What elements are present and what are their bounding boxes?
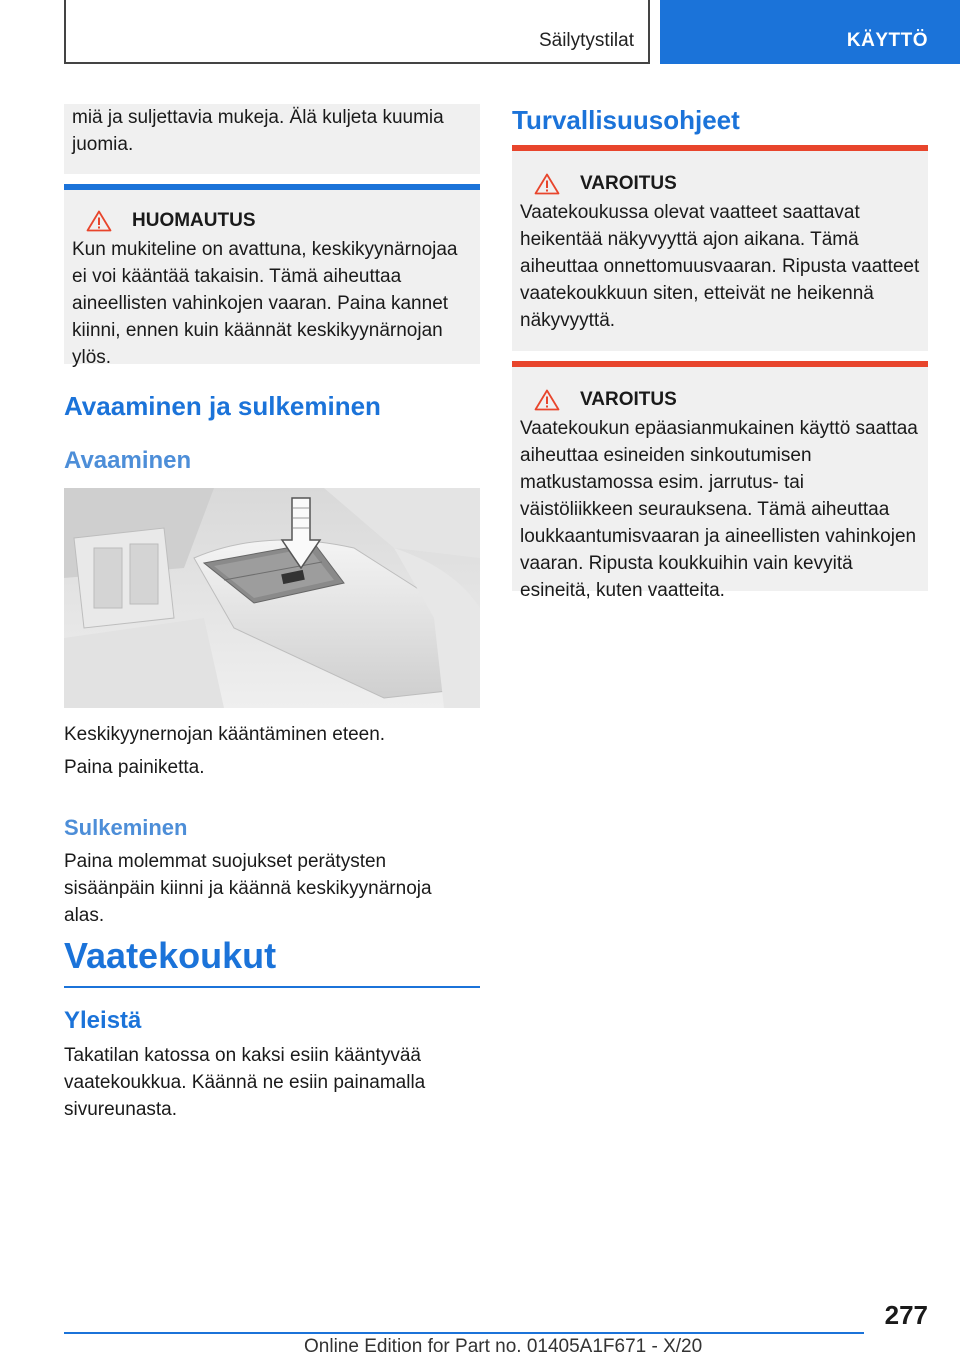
warning-title-2: VAROITUS xyxy=(580,389,677,410)
footer-edition: Online Edition for Part no. 01405A1F671 - X/20 xyxy=(304,1336,703,1357)
heading-general: Yleistä xyxy=(64,1007,142,1034)
heading-safety: Turvallisuusohjeet xyxy=(512,105,740,135)
warning-box-1 xyxy=(512,145,928,351)
header-chapter-tab xyxy=(660,0,960,64)
heading-open: Avaaminen xyxy=(64,447,192,474)
footer-divider xyxy=(64,1332,864,1334)
warning-title-row-1 xyxy=(520,173,920,195)
header-section-title: Säilytystilat xyxy=(538,30,634,51)
general-text: Takatilan katossa on kaksi esiin kääntyvää vaatekoukkua. Käännä ne esiin painamalla sivureunasta. xyxy=(64,1045,426,1120)
warning-triangle-icon xyxy=(534,389,560,411)
warning-box-2 xyxy=(512,361,928,601)
warning-title-row-2 xyxy=(520,389,920,411)
close-text: Paina molemmat suojukset perätysten sisäänpäin kiinni ja käännä keskikyynärnoja alas. xyxy=(64,851,432,926)
notice-title: HUOMAUTUS xyxy=(132,210,256,231)
notice-title-row xyxy=(72,210,472,232)
header-section-box xyxy=(64,0,650,64)
caption-open-1: Keskikyynernojan kääntäminen eteen. xyxy=(64,724,386,745)
notice-text: Kun mukiteline on avattuna, keskikyynärnojaa ei voi kääntää takaisin. Tämä aiheuttaa aineellisten vahinkojen vaaran. Paina kannet kiinni, ennen kuin käännät keskikyynärnojan ylös. xyxy=(72,239,458,368)
warning-triangle-icon xyxy=(86,210,112,232)
warning-title-1: VAROITUS xyxy=(580,173,677,194)
heading-open-close: Avaaminen ja sulkeminen xyxy=(64,391,381,421)
header-chapter-label: KÄYTTÖ xyxy=(846,30,928,51)
caption-open-2: Paina painiketta. xyxy=(64,757,205,778)
continued-text: miä ja suljettavia mukeja. Älä kuljeta kuumia juomia. xyxy=(72,107,444,155)
heading-clothes-hooks: Vaatekoukut xyxy=(64,934,480,988)
continued-text-box xyxy=(64,104,480,174)
armrest-illustration-icon xyxy=(64,488,480,708)
armrest-photo xyxy=(64,488,480,708)
warning-triangle-icon xyxy=(534,173,560,195)
page-number: 277 xyxy=(884,1300,928,1330)
warning-text-1: Vaatekoukussa olevat vaatteet saattavat heikentää näkyvyyttä ajon aikana. Tämä aiheuttaa onnettomuusvaaran. Ripusta vaatteet vaatekoukkuun siten, etteivät ne heikennä näkyvyyttä. xyxy=(520,202,920,331)
warning-text-2: Vaatekoukun epäasianmukainen käyttö saattaa aiheuttaa esineiden sinkoutumisen matkustamossa esim. jarrutus- tai väistöliikkeen seurauksena. Tämä aiheuttaa loukkaantumisvaaran ja aineellisten vahinkojen vaaran. Ripusta koukkuihin vain kevyitä esineitä, kuten vaatteita. xyxy=(520,418,918,601)
notice-box xyxy=(64,184,480,368)
heading-close: Sulkeminen xyxy=(64,815,188,840)
